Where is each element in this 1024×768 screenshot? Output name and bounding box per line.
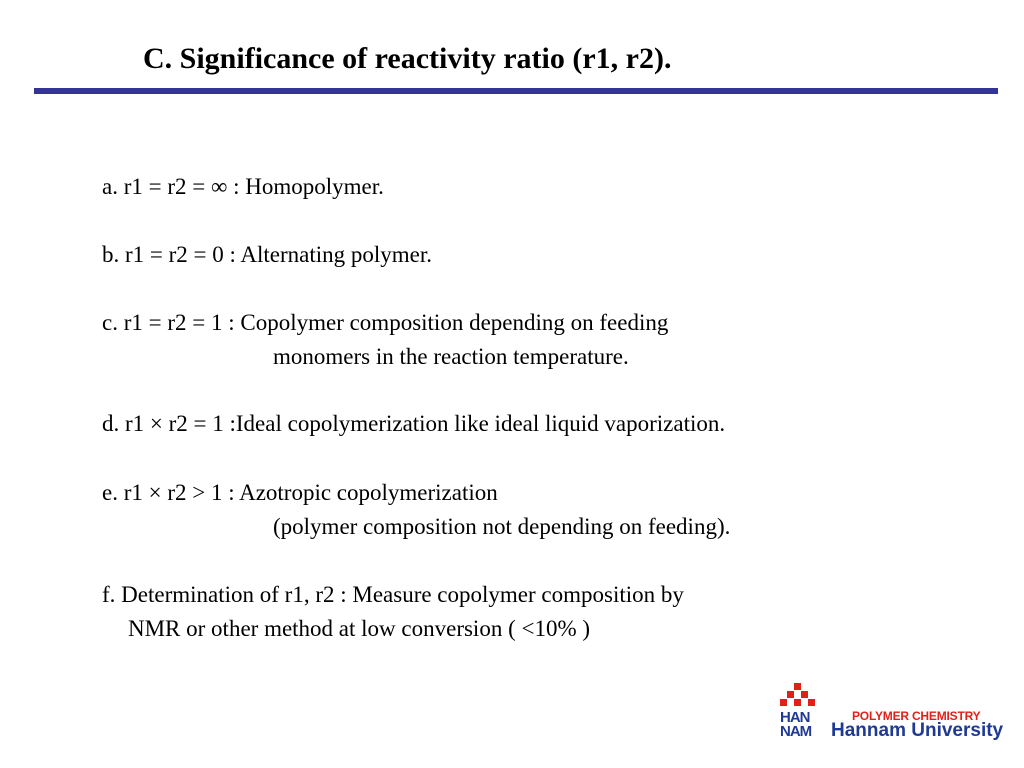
item-d: d. r1 × r2 = 1 :Ideal copolymerization like ideal liquid vaporization.: [102, 411, 726, 436]
logo-han: HAN: [780, 709, 810, 726]
logo-nam: NAM: [780, 723, 812, 740]
logo-han-nam: [780, 711, 811, 739]
item-e-continuation: (polymer composition not depending on feeding).: [273, 514, 731, 539]
slide-title: C. Significance of reactivity ratio (r1, r2).: [143, 42, 672, 75]
title-divider: [34, 88, 998, 94]
item-b: b. r1 = r2 = 0 : Alternating polymer.: [102, 242, 433, 267]
item-c-continuation: monomers in the reaction temperature.: [273, 344, 629, 369]
item-f-continuation: NMR or other method at low conversion ( <10% ): [128, 616, 591, 641]
item-e: e. r1 × r2 > 1 : Azotropic copolymerization: [102, 480, 498, 505]
item-c: c. r1 = r2 = 1 : Copolymer composition depending on feeding: [102, 310, 669, 335]
logo-university: Hannam University: [831, 720, 1004, 741]
item-f: f. Determination of r1, r2 : Measure copolymer composition by: [102, 582, 684, 607]
logo-subtitle: POLYMER CHEMISTRY: [852, 709, 981, 723]
item-a: a. r1 = r2 = ∞ : Homopolymer.: [102, 174, 384, 199]
